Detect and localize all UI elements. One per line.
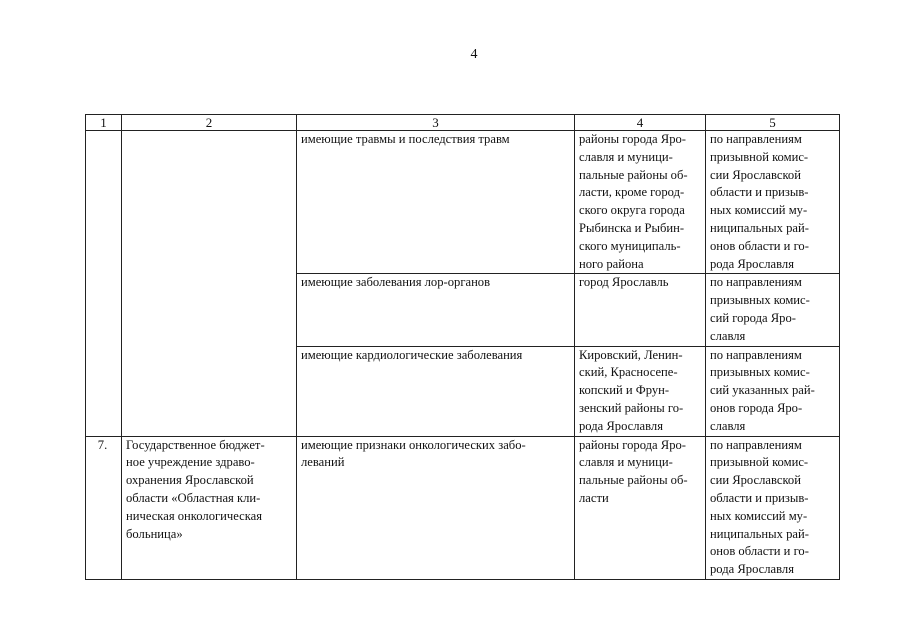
referral-cell [706, 436, 840, 579]
table-header-row [86, 115, 840, 131]
territory-cell [575, 274, 706, 346]
header-cell-2: 2 [122, 115, 297, 131]
territory-text: город Ярославль [579, 275, 669, 290]
document-table [85, 114, 840, 580]
referral-cell [706, 131, 840, 274]
referral-text: по направлениям призывной комис- сии Ярославской области и призыв- ных комиссий му- ниципальных рай- онов области и го- рода Ярославля [710, 437, 809, 577]
territory-cell [575, 131, 706, 274]
territory-text: районы города Яро- славля и муници- пальные районы об- ласти [579, 437, 688, 505]
category-cell [297, 131, 575, 274]
territory-cell [575, 436, 706, 579]
category-cell [297, 274, 575, 346]
category-text: имеющие признаки онкологических забо- леваний [301, 437, 526, 470]
table-row [86, 436, 840, 579]
row-number-cell: 7. [86, 436, 122, 579]
category-cell [297, 436, 575, 579]
territory-text: Кировский, Ленин- ский, Красносепе- копский и Фрун- зенский районы го- рода Ярославля [579, 347, 684, 433]
page-number: 4 [470, 47, 478, 62]
category-text: имеющие заболевания лор-органов [301, 275, 491, 290]
territory-cell [575, 346, 706, 436]
header-cell-3: 3 [297, 115, 575, 131]
institution-cell [122, 131, 297, 437]
category-text: имеющие травмы и последствия травм [301, 132, 510, 146]
referral-cell [706, 346, 840, 436]
referral-cell [706, 274, 840, 346]
category-text: имеющие кардиологические заболевания [301, 347, 523, 362]
category-cell [297, 346, 575, 436]
table-row [86, 131, 840, 274]
referral-text: по направлениям призывной комис- сии Ярославской области и призыв- ных комиссий му- ниципальных рай- онов области и го- рода Ярославля [710, 132, 809, 271]
header-cell-5: 5 [706, 115, 840, 131]
institution-cell [122, 436, 297, 579]
header-cell-1: 1 [86, 115, 122, 131]
institution-text: Государственное бюджет- ное учреждение здраво- охранения Ярославской области «Областная кли- ническая онкологическая больница» [126, 437, 265, 541]
territory-text: районы города Яро- славля и муници- пальные районы об- ласти, кроме город- ского округа города Рыбинска и Рыбин- ского муниципаль- ного района [579, 132, 688, 271]
row-number-cell [86, 131, 122, 437]
header-cell-4: 4 [575, 115, 706, 131]
referral-text: по направлениям призывных комис- сий указанных рай- онов города Яро- славля [710, 347, 815, 433]
referral-text: по направлениям призывных комис- сий города Яро- славля [710, 275, 810, 343]
